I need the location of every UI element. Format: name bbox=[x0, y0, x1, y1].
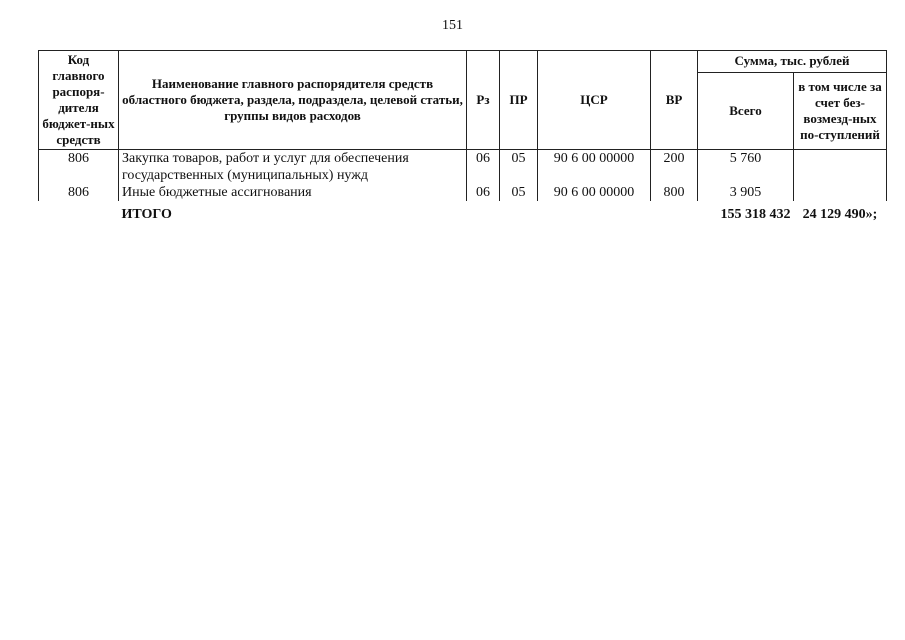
cell-csr: 90 6 00 00000 bbox=[538, 184, 651, 201]
total-row bbox=[39, 201, 887, 223]
total-sum: 155 318 432 bbox=[720, 207, 791, 222]
cell-incl bbox=[794, 184, 887, 201]
cell-total: 5 760 bbox=[698, 150, 794, 185]
cell-rz: 06 bbox=[467, 184, 500, 201]
total-empty-csr bbox=[538, 201, 651, 223]
cell-rz: 06 bbox=[467, 150, 500, 185]
cell-pr: 05 bbox=[500, 184, 538, 201]
cell-vr: 200 bbox=[651, 150, 698, 185]
total-incl: 24 129 490»; bbox=[802, 207, 878, 222]
cell-code: 806 bbox=[39, 184, 119, 201]
cell-total: 3 905 bbox=[698, 184, 794, 201]
header-pr: ПР bbox=[500, 51, 538, 150]
total-empty-rz bbox=[467, 201, 500, 223]
total-label: ИТОГО bbox=[121, 207, 172, 222]
header-rz: Рз bbox=[467, 51, 500, 150]
table-row bbox=[39, 150, 887, 185]
header-sum: Сумма, тыс. рублей bbox=[698, 51, 887, 73]
total-empty-pr bbox=[500, 201, 538, 223]
total-empty-vr bbox=[651, 201, 698, 223]
header-vr: ВР bbox=[651, 51, 698, 150]
cell-name: Иные бюджетные ассигнования bbox=[119, 184, 467, 201]
header-name: Наименование главного распорядителя средств областного бюджета, раздела, подраздела, целевой статьи, группы видов расходов bbox=[119, 51, 467, 150]
cell-incl bbox=[794, 150, 887, 185]
budget-table bbox=[38, 50, 887, 223]
table-row bbox=[39, 184, 887, 201]
header-total: Всего bbox=[698, 72, 794, 149]
cell-pr: 05 bbox=[500, 150, 538, 185]
header-csr: ЦСР bbox=[538, 51, 651, 150]
header-row-1 bbox=[39, 51, 887, 73]
header-code: Код главного распоря-дителя бюджет-ных средств bbox=[39, 51, 119, 150]
total-code-empty bbox=[39, 201, 119, 223]
cell-code: 806 bbox=[39, 150, 119, 185]
header-incl: в том числе за счет без-возмезд-ных по-ступлений bbox=[794, 72, 887, 149]
page-number: 151 bbox=[442, 18, 463, 33]
cell-vr: 800 bbox=[651, 184, 698, 201]
cell-name: Закупка товаров, работ и услуг для обеспечения государственных (муниципальных) нужд bbox=[119, 150, 467, 185]
cell-csr: 90 6 00 00000 bbox=[538, 150, 651, 185]
